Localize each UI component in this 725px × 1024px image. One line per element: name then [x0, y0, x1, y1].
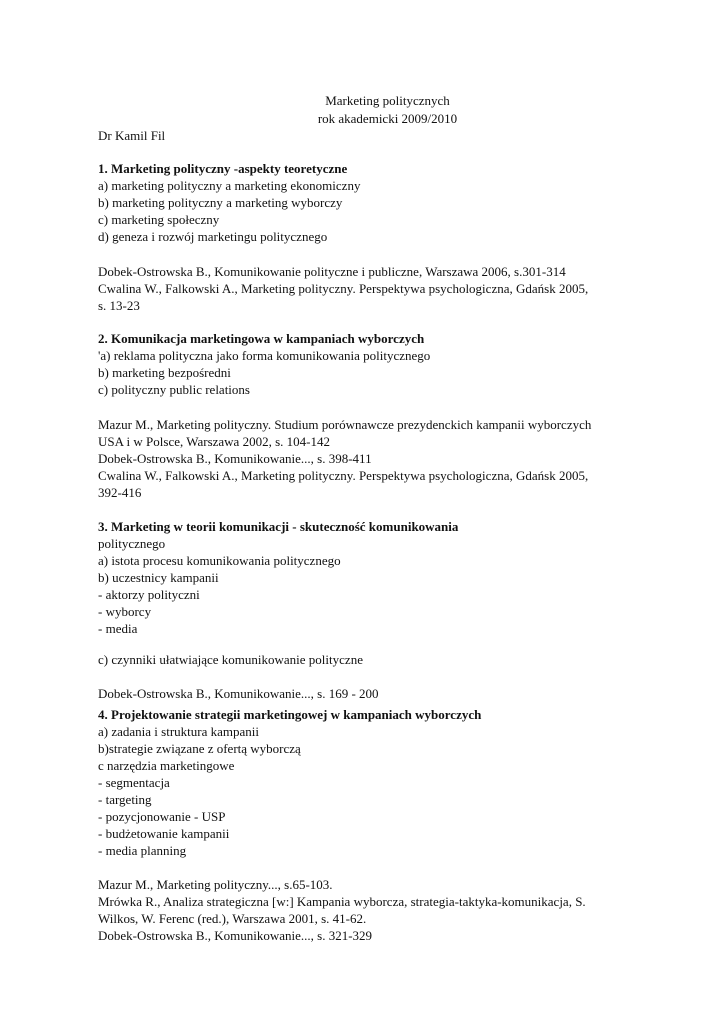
list-item: a) istota procesu komunikowania politycznego: [98, 553, 341, 568]
list-item: politycznego: [98, 536, 166, 551]
reference-line: Dobek-Ostrowska B., Komunikowanie..., s. 398-411: [98, 451, 372, 466]
list-item: - aktorzy polityczni: [98, 587, 200, 602]
document-title: Marketing politycznych: [325, 93, 450, 108]
list-item: c) czynniki ułatwiające komunikowanie polityczne: [98, 652, 363, 667]
list-item: - targeting: [98, 792, 152, 807]
reference-line: Mazur M., Marketing polityczny. Studium porównawcze prezydenckich kampanii wyborczych: [98, 417, 592, 432]
list-item: - wyborcy: [98, 604, 152, 619]
section-heading: 2. Komunikacja marketingowa w kampaniach wyborczych: [98, 331, 425, 346]
list-item: b) uczestnicy kampanii: [98, 570, 219, 585]
list-item: - media: [98, 621, 138, 636]
reference-line: Mazur M., Marketing polityczny..., s.65-103.: [98, 877, 333, 892]
list-item: b)strategie związane z ofertą wyborczą: [98, 741, 301, 756]
list-item: - pozycjonowanie - USP: [98, 809, 226, 824]
reference-line: USA i w Polsce, Warszawa 2002, s. 104-142: [98, 434, 330, 449]
list-item: a) zadania i struktura kampanii: [98, 724, 259, 739]
list-item: - media planning: [98, 843, 187, 858]
reference-line: Dobek-Ostrowska B., Komunikowanie polityczne i publiczne, Warszawa 2006, s.301-314: [98, 264, 566, 279]
list-item: c narzędzia marketingowe: [98, 758, 235, 773]
list-item: a) marketing polityczny a marketing ekonomiczny: [98, 178, 361, 193]
section-heading: 4. Projektowanie strategii marketingowej w kampaniach wyborczych: [98, 707, 482, 722]
reference-line: Mrówka R., Analiza strategiczna [w:] Kampania wyborcza, strategia-taktyka-komunikacja, S.: [98, 894, 586, 909]
section-heading: 1. Marketing polityczny -aspekty teoretyczne: [98, 161, 348, 176]
author-name: Dr Kamil Fil: [98, 128, 166, 143]
list-item: 'a) reklama polityczna jako forma komunikowania politycznego: [98, 348, 431, 363]
list-item: - segmentacja: [98, 775, 170, 790]
list-item: c) marketing społeczny: [98, 212, 220, 227]
list-item: c) polityczny public relations: [98, 382, 250, 397]
reference-line: Cwalina W., Falkowski A., Marketing polityczny. Perspektywa psychologiczna, Gdańsk 2005,: [98, 281, 589, 296]
reference-line: Wilkos, W. Ferenc (red.), Warszawa 2001, s. 41-62.: [98, 911, 367, 926]
list-item: - budżetowanie kampanii: [98, 826, 230, 841]
reference-line: Dobek-Ostrowska B., Komunikowanie..., s. 169 - 200: [98, 686, 379, 701]
section-heading: 3. Marketing w teorii komunikacji - skuteczność komunikowania: [98, 519, 459, 534]
reference-line: Cwalina W., Falkowski A., Marketing polityczny. Perspektywa psychologiczna, Gdańsk 2005,: [98, 468, 589, 483]
reference-line: Dobek-Ostrowska B., Komunikowanie..., s. 321-329: [98, 928, 373, 943]
reference-line: s. 13-23: [98, 298, 140, 313]
list-item: b) marketing polityczny a marketing wyborczy: [98, 195, 343, 210]
list-item: d) geneza i rozwój marketingu politycznego: [98, 229, 328, 244]
academic-year: rok akademicki 2009/2010: [317, 111, 458, 126]
reference-line: 392-416: [98, 485, 142, 500]
list-item: b) marketing bezpośredni: [98, 365, 231, 380]
